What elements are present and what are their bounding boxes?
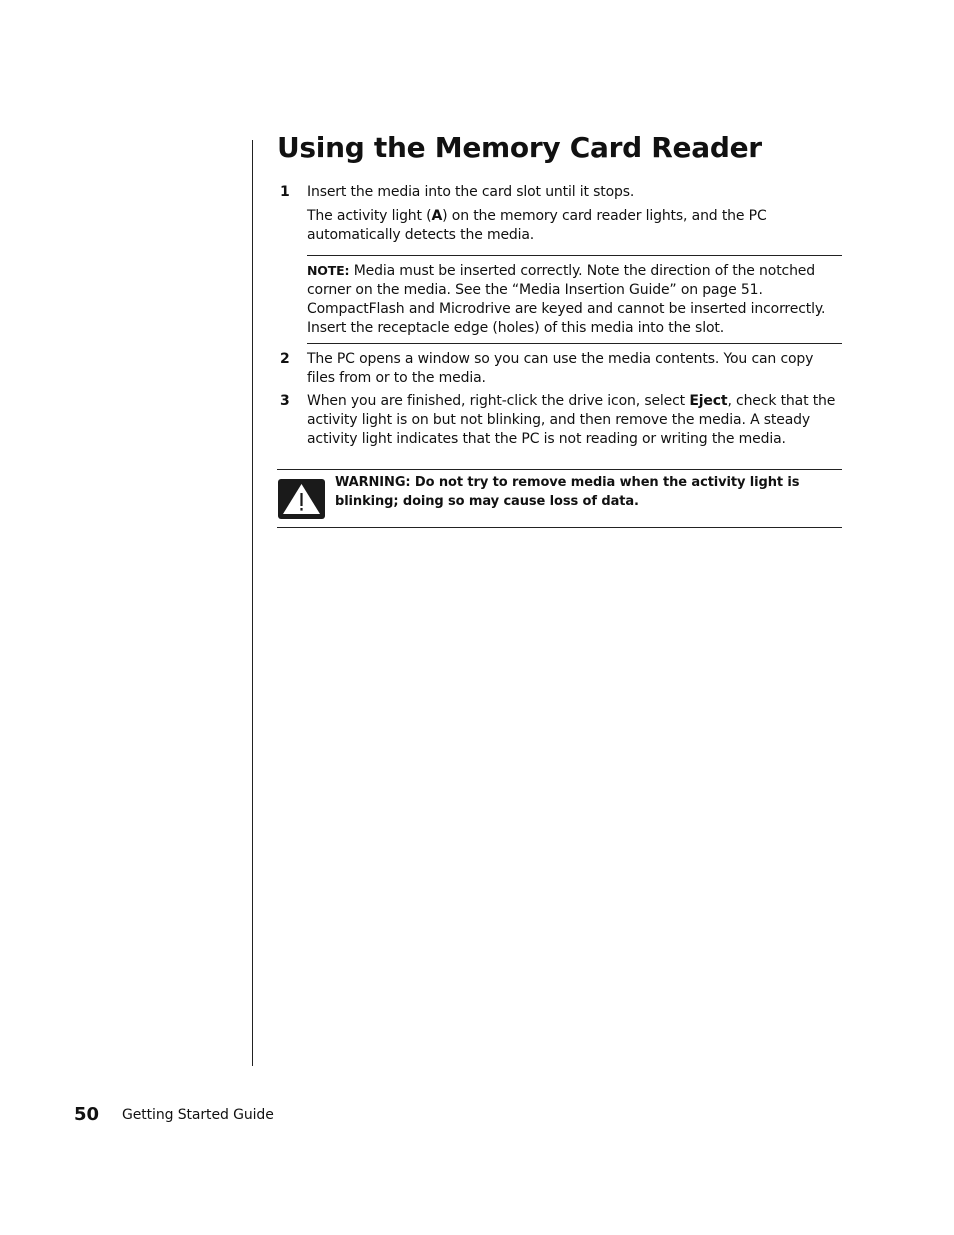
callout-letter: A bbox=[431, 208, 443, 224]
step-text-part: When you are finished, right-click the drive icon, select bbox=[307, 393, 690, 409]
step-2 bbox=[278, 350, 843, 388]
step-text: Insert the media into the card slot until it stops. bbox=[307, 184, 635, 200]
detail-text: The activity light ( bbox=[307, 208, 432, 224]
step-number: 2 bbox=[280, 351, 290, 367]
step-number: 3 bbox=[280, 393, 290, 409]
step-1 bbox=[278, 183, 843, 202]
warning-text: WARNING: Do not try to remove media when the activity light is blinking; doing so may cause loss of data. bbox=[335, 475, 800, 509]
page-number: 50 bbox=[74, 1104, 100, 1125]
note-body: Media must be inserted correctly. Note the direction of the notched corner on the media. See the “Media Insertion Guide” on page 51. CompactFlash and Microdrive are keyed and cannot be inserted incorrectly. Insert the receptacle edge (holes) of this media into the slot. bbox=[307, 263, 826, 336]
page-title: Using the Memory Card Reader bbox=[277, 131, 762, 164]
note-label: NOTE: bbox=[307, 263, 350, 278]
left-margin-rule bbox=[252, 140, 253, 1066]
step-text bbox=[307, 392, 843, 449]
step-1-detail bbox=[307, 207, 843, 245]
warning-triangle-icon bbox=[278, 479, 325, 519]
footer-guide-title: Getting Started Guide bbox=[122, 1107, 274, 1123]
step-text: The PC opens a window so you can use the media contents. You can copy files from or to the media. bbox=[307, 351, 814, 386]
note-box bbox=[307, 255, 842, 344]
warning-box bbox=[277, 469, 842, 528]
step-text-part: , check that the activity light is on but not blinking, and then remove the media. A steady activity light indicates that the PC is not reading or writing the media. bbox=[307, 393, 836, 447]
note-text bbox=[307, 261, 842, 338]
eject-term: Eject bbox=[689, 393, 728, 409]
step-number: 1 bbox=[280, 184, 290, 200]
detail-text: ) on the memory card reader lights, and the PC automatically detects the media. bbox=[307, 208, 767, 243]
step-3 bbox=[278, 392, 843, 449]
